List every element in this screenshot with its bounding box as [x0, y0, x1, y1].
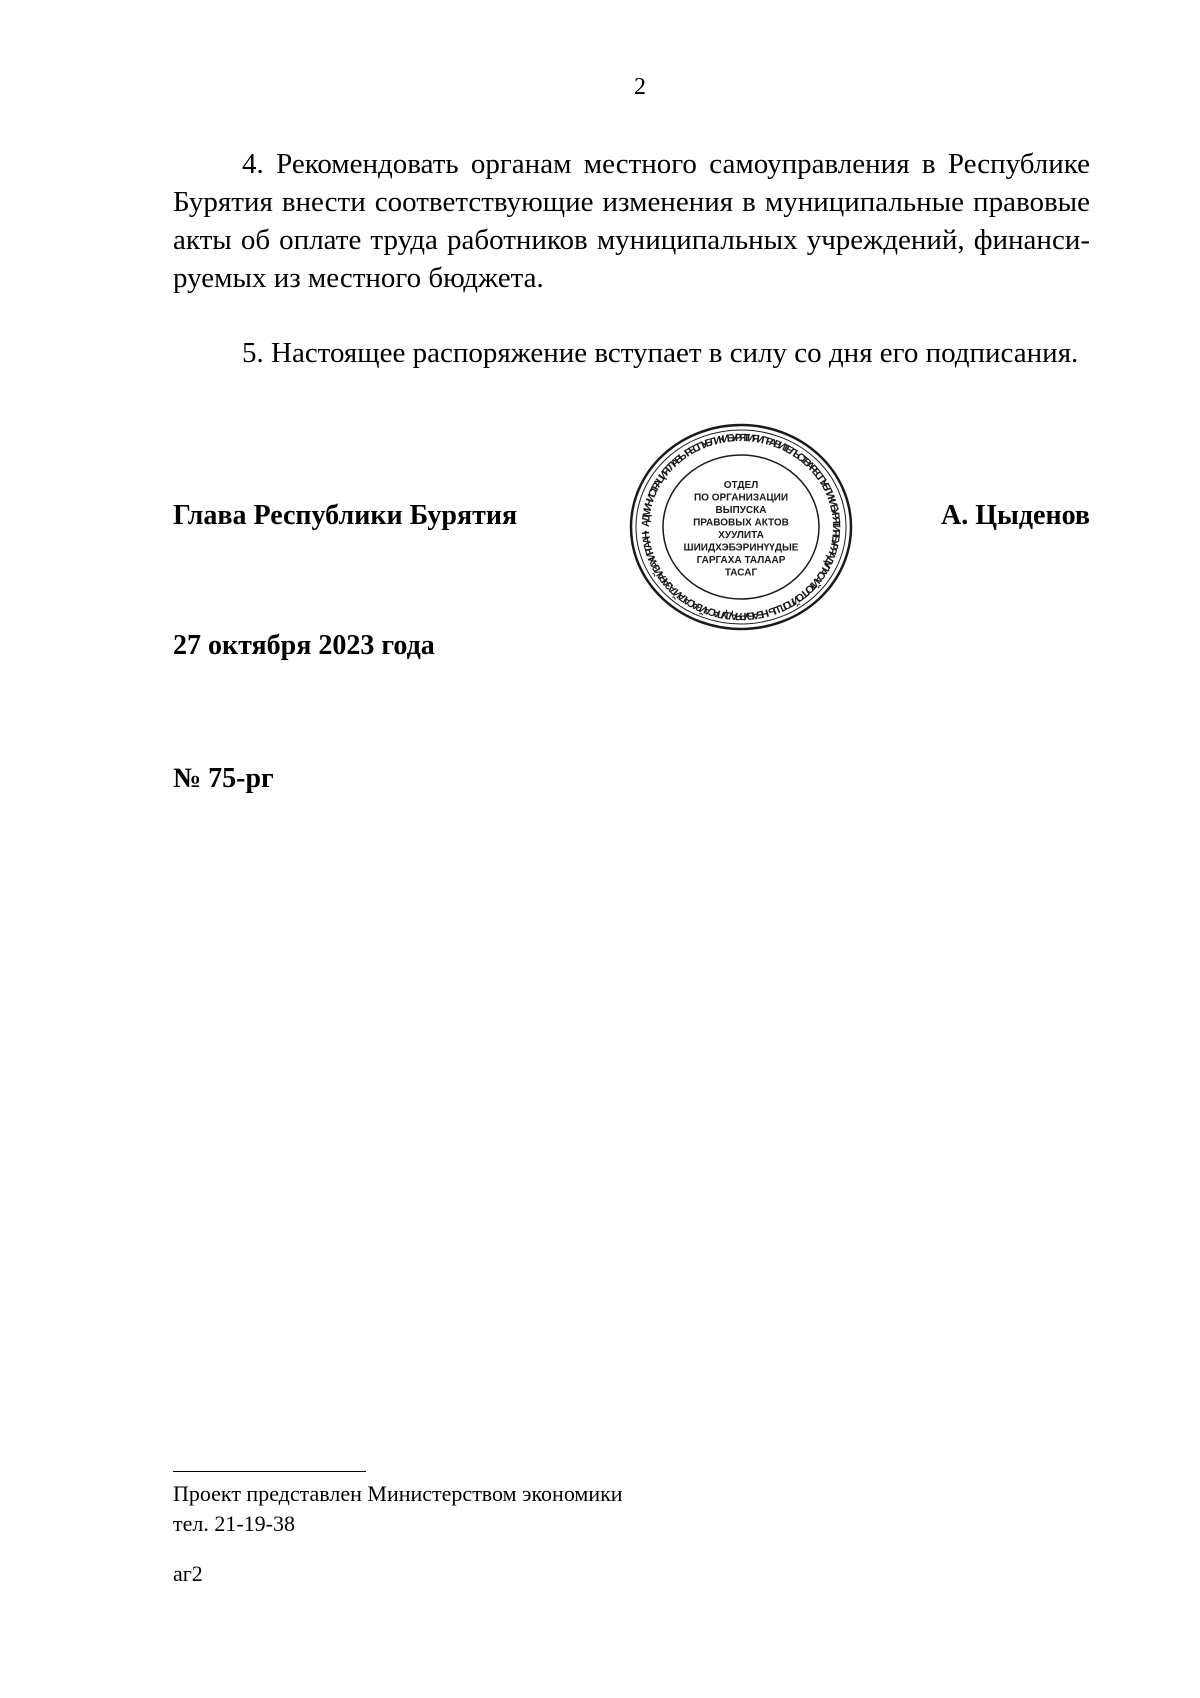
signatory-title: Глава Республики Бурятия: [173, 500, 518, 531]
footnote: [173, 1479, 623, 1539]
footnote-line-1: Проект представлен Министерством экономики: [173, 1481, 623, 1506]
document-code: аг2: [173, 1561, 203, 1586]
seal-center-line: ГАРГАХА ТАЛААР: [696, 555, 786, 566]
seal-center-line: ВЫПУСКА: [715, 505, 767, 516]
seal-center-line: ПО ОРГАНИЗАЦИИ: [693, 492, 789, 504]
official-seal: [628, 422, 854, 632]
document-date: 27 октября 2023 года: [173, 630, 435, 661]
seal-center-line: ХУУЛИТА: [718, 530, 764, 541]
signatory-name: А. Цыденов: [940, 500, 1090, 531]
seal-outer-text: АДМИНИСТРАЦИЯ ГЛАВЫ РЕСПУБЛИКИ БУРЯТИЯ И ПРАВИТЕЛЬСТВА РЕСПУБЛИКИ БУРЯТИЯ • БУРЯАД УЛАСАЙ ТОЛГОЙЛОГШЫН БА БУРЯАД УЛАСАЙ ЗАСАГАЙ ГАЗАРАЙ ЗАХИРГААН •: [639, 431, 843, 623]
paragraph-4: 4. Рекомендовать органам местного самоуправления в Республике Бурятия внести соответствующие изменения в муниципальные правовые акты об оплате труда работников муниципальных учреждений, финанси-руемых из местного бюджета.: [173, 148, 1090, 294]
seal-center-line: ШИИДХЭБЭРИНҮҮДЫЕ: [683, 542, 799, 554]
footnote-line-2: тел. 21-19-38: [173, 1511, 296, 1536]
document-number: № 75-рг: [173, 763, 274, 794]
footnote-divider: [173, 1471, 366, 1472]
page-number: 2: [634, 74, 646, 100]
seal-center-line: ТАСАГ: [724, 567, 758, 579]
seal-center-line: ПРАВОВЫХ АКТОВ: [693, 517, 789, 529]
paragraph-5: 5. Настоящее распоряжение вступает в силу со дня его подписания.: [242, 337, 1079, 369]
seal-center-line: ОТДЕЛ: [723, 480, 759, 491]
